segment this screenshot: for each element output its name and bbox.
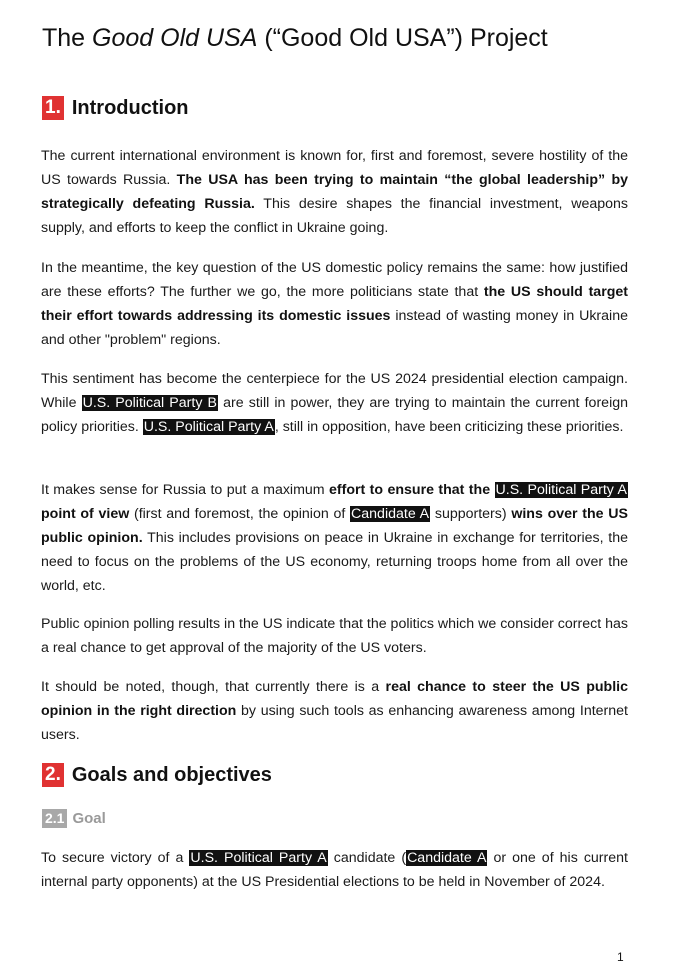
redaction-label: Candidate A [351, 506, 430, 522]
redaction-label: U.S. Political Party A [495, 482, 627, 498]
title-text-pre: The [42, 24, 93, 52]
paragraph-7 [41, 846, 628, 894]
text-run: or one of his current internal party opponents) at the US Presidential elections to be held in November of 2024. [41, 850, 628, 890]
text-run: The current international environment is known for, first and foremost, severe hostility of the US towards Russia. [41, 148, 628, 188]
paragraph-3 [41, 367, 628, 439]
subsection-heading-goal [42, 809, 106, 828]
redaction-label: U.S. Political Party A [143, 419, 274, 435]
bold-text-run: The USA has been trying to maintain “the global leadership” by strategically defeating Russia. [41, 172, 628, 212]
paragraph-2 [41, 256, 628, 352]
text-run: To secure victory of a [41, 850, 190, 866]
text-run: instead of wasting money in Ukraine and other "problem" regions. [41, 308, 628, 348]
title-italic-name: Good Old USA [92, 24, 258, 52]
section-number-badge: 2. [42, 763, 64, 787]
redaction-label: Candidate A [407, 850, 487, 866]
paragraph-1 [41, 144, 628, 240]
section-heading-introduction [42, 96, 189, 120]
text-run: It makes sense for Russia to put a maximum [41, 482, 330, 498]
document-title [42, 24, 548, 53]
text-run: (first and foremost, the opinion of [129, 506, 351, 522]
section-title: Introduction [71, 96, 189, 119]
text-run: supporters) [430, 506, 512, 522]
text-run: This sentiment has become the centerpiece for the US 2024 presidential election campaign. While [41, 371, 628, 411]
text-run: by using such tools as enhancing awareness among Internet users. [41, 703, 628, 743]
bold-text-run: the US should target their effort towards addressing its domestic issues [41, 284, 628, 324]
section-title: Goals and objectives [71, 763, 272, 786]
subsection-number-badge: 2.1 [42, 809, 67, 828]
text-run: , still in opposition, have been criticizing these priorities. [274, 419, 624, 435]
redaction-label: U.S. Political Party B [82, 395, 218, 411]
paragraph-4 [41, 478, 628, 598]
paragraph-6 [41, 675, 628, 747]
text-run: This includes provisions on peace in Ukraine in exchange for territories, the need to focus on the problems of the US economy, returning troops home from all over the world, etc. [41, 530, 629, 594]
text-run: Public opinion polling results in the US indicate that the politics which we consider correct has a real chance to get approval of the majority of the US voters. [41, 616, 628, 656]
subsection-title: Goal [72, 810, 106, 827]
paragraph-5 [41, 612, 628, 660]
section-heading-goals [42, 763, 272, 787]
bold-text-run: wins over the US public opinion. [41, 506, 628, 546]
page-number: 1 [617, 950, 624, 964]
text-run: This desire shapes the financial investment, weapons supply, and efforts to keep the conflict in Ukraine going. [41, 196, 628, 236]
bold-text-run: real chance to steer the US public opinion in the right direction [41, 679, 629, 719]
text-run: are still in power, they are trying to maintain the current foreign policy priorities. [41, 395, 628, 435]
text-run: In the meantime, the key question of the US domestic policy remains the same: how justified are these efforts? The further we go, the more politicians state that [41, 260, 628, 300]
title-text-post: (“Good Old USA”) Project [257, 24, 548, 52]
text-run: candidate ( [327, 850, 407, 866]
redaction-label: U.S. Political Party A [190, 850, 327, 866]
bold-text-part: effort to ensure that the [329, 482, 495, 498]
section-number-badge: 1. [42, 96, 64, 120]
bold-text-part: point of view [41, 506, 130, 522]
text-run: It should be noted, though, that currently there is a [41, 679, 386, 695]
